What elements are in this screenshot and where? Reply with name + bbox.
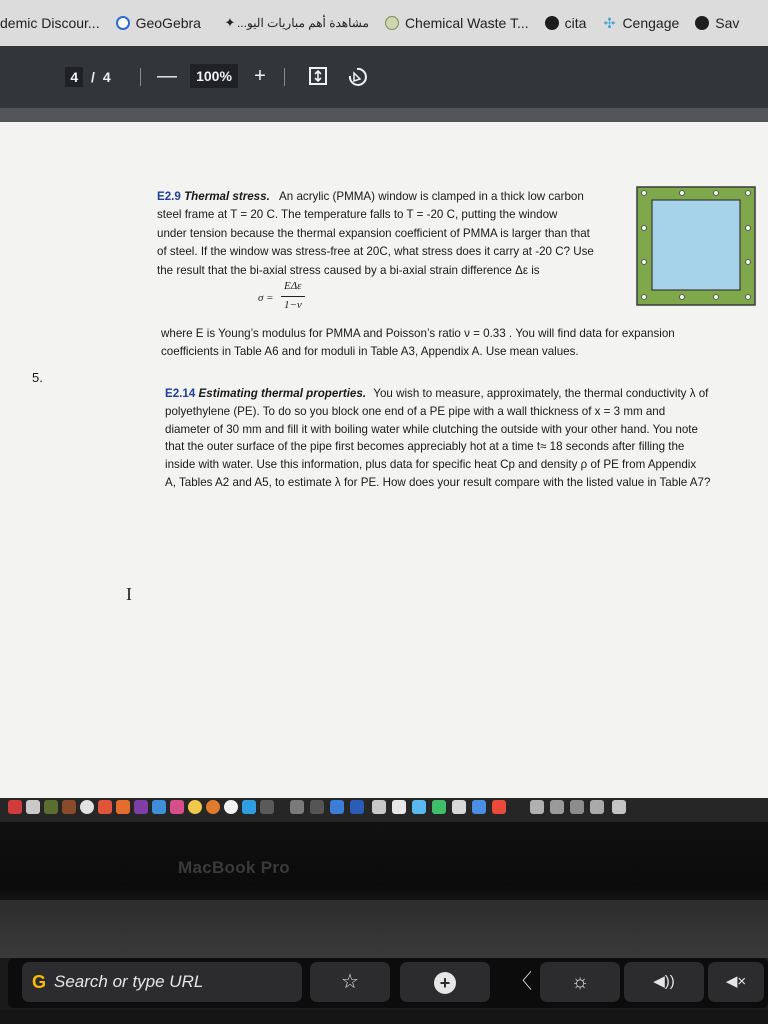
page-indicator — [60, 66, 116, 88]
sav-icon — [695, 16, 709, 30]
equation-numerator: EΔε — [284, 280, 302, 292]
problem-e29-number: E2.9 — [157, 190, 181, 203]
dock-app-icon[interactable] — [152, 800, 166, 814]
dock-app-icon[interactable] — [412, 800, 426, 814]
text-line-content: You wish to measure, approximately, the thermal conductivity λ of — [373, 387, 709, 400]
dock-app-icon[interactable] — [492, 800, 506, 814]
page-separator: / — [91, 69, 95, 85]
window-frame-figure — [636, 186, 756, 306]
text-line: where E is Young’s modulus for PMMA and Poisson’s ratio ν = 0.33 . You will find data for expansion — [161, 327, 675, 340]
text-line: A, Tables A2 and A5, to estimate λ for PE. How does your result compare with the listed value in Table A7? — [165, 475, 711, 489]
geogebra-icon — [116, 16, 130, 30]
dock-app-icon[interactable] — [116, 800, 130, 814]
fraction-bar — [281, 296, 305, 297]
brightness-button[interactable]: ☼ — [540, 962, 620, 1002]
problem-e29-followup — [161, 325, 751, 361]
dock-app-icon[interactable] — [8, 800, 22, 814]
keyboard-edge — [0, 1010, 768, 1024]
google-icon: G — [32, 972, 47, 992]
cengage-icon: ✣ — [603, 15, 616, 31]
bookmark-label: cita — [564, 15, 587, 31]
text-line — [157, 188, 632, 206]
dock — [0, 798, 768, 822]
trash-icon[interactable] — [612, 800, 626, 814]
fit-to-page-icon[interactable] — [308, 66, 328, 86]
total-pages: 4 — [102, 69, 111, 85]
dock-app-icon[interactable] — [242, 800, 256, 814]
text-line: inside with water. Use this information, plus data for specific heat Cp and density ρ of PE from Appendix — [165, 458, 697, 472]
dock-app-icon[interactable] — [98, 800, 112, 814]
text-line: under tension because the thermal expansion coefficient of PMMA is larger than that — [157, 226, 590, 240]
dock-app-icon[interactable] — [26, 800, 40, 814]
laptop-hinge — [0, 900, 768, 958]
dock-app-icon[interactable] — [260, 800, 274, 814]
dock-app-icon[interactable] — [330, 800, 344, 814]
pdf-viewer-background — [0, 108, 768, 122]
text-cursor-icon: I — [126, 584, 132, 604]
dock-app-icon[interactable] — [170, 800, 184, 814]
dock-app-icon[interactable] — [570, 800, 584, 814]
cita-icon — [545, 16, 559, 30]
bookmarks-bar — [0, 0, 768, 46]
dock-app-icon[interactable] — [452, 800, 466, 814]
search-placeholder: Search or type URL — [54, 972, 204, 991]
dock-app-icon[interactable] — [530, 800, 544, 814]
dock-app-icon[interactable] — [290, 800, 304, 814]
dock-app-icon[interactable] — [134, 800, 148, 814]
text-line — [165, 385, 755, 403]
problem-e214-title: Estimating thermal properties. — [198, 387, 367, 400]
bookmark-chemical-waste[interactable] — [377, 15, 537, 31]
bookmark-label: Chemical Waste T... — [404, 15, 529, 31]
equation-denominator: 1−ν — [284, 299, 302, 311]
dock-app-icon[interactable] — [188, 800, 202, 814]
text-line: of steel. If the window was stress-free at 20C, what stress does it carry at -20 C? Use — [157, 245, 594, 259]
new-tab-icon: + — [434, 972, 456, 994]
dock-app-icon[interactable] — [372, 800, 386, 814]
pdf-page — [0, 122, 768, 798]
text-line: diameter of 30 mm and fill it with boiling water while clutching the outside with your other hand. You note — [165, 422, 698, 436]
bookmark-cengage[interactable] — [594, 15, 687, 31]
problem-number: 5. — [32, 370, 43, 385]
text-line: that the outer surface of the pipe first becomes appreciably hot at a time t≈ 18 seconds after filling the — [165, 440, 685, 454]
problem-e214-number: E2.14 — [165, 387, 196, 400]
bookmark-geogebra[interactable] — [108, 15, 209, 31]
pin-icon: ✦ — [224, 15, 236, 30]
dock-app-icon[interactable] — [206, 800, 220, 814]
chemical-icon — [385, 16, 399, 30]
dock-app-icon[interactable] — [550, 800, 564, 814]
dock-app-icon[interactable] — [472, 800, 486, 814]
dock-app-icon[interactable] — [44, 800, 58, 814]
laptop-bezel — [0, 822, 768, 912]
volume-button[interactable]: ◀)) — [624, 962, 704, 1002]
toolbar-divider — [140, 68, 141, 86]
zoom-level-input[interactable]: 100% — [190, 64, 238, 88]
dock-app-icon[interactable] — [392, 800, 406, 814]
dock-app-icon[interactable] — [590, 800, 604, 814]
dock-app-icon[interactable] — [62, 800, 76, 814]
text-line: steel frame at T = 20 C. The temperature falls to T = -20 C, putting the window — [157, 208, 558, 222]
dock-app-icon[interactable] — [80, 800, 94, 814]
text-line: the result that the bi-axial stress caused by a bi-axial strain difference Δε is — [157, 263, 540, 277]
bookmark-label: Sav — [715, 15, 740, 31]
bookmark-label: demic Discour... — [0, 15, 100, 31]
macbook-brand-label: MacBook Pro — [178, 858, 290, 877]
bookmark-cita[interactable] — [537, 15, 595, 31]
text-line-content: An acrylic (PMMA) window is clamped in a thick low carbon — [279, 190, 584, 203]
text-line: polyethylene (PE). To do so you block one end of a PE pipe with a wall thickness of x = 3 mm and — [165, 404, 666, 418]
zoom-in-button[interactable]: + — [254, 65, 266, 87]
bookmark-sav[interactable] — [687, 15, 747, 31]
new-tab-button[interactable] — [400, 962, 490, 1002]
dock-app-icon[interactable] — [310, 800, 324, 814]
rotate-icon[interactable] — [346, 66, 366, 86]
bookmark-label: مشاهدة أهم مباريات اليو... — [236, 16, 369, 30]
text-line: coefficients in Table A6 and for moduli in Table A3, Appendix A. Use mean values. — [161, 345, 579, 359]
touch-bar — [8, 958, 768, 1008]
pdf-toolbar — [0, 46, 768, 108]
dock-app-icon[interactable] — [432, 800, 446, 814]
current-page-input[interactable]: 4 — [65, 67, 83, 87]
touchbar-search-field[interactable] — [22, 962, 302, 1002]
bookmark-arabic-matches[interactable] — [209, 16, 377, 30]
dock-app-icon[interactable] — [350, 800, 364, 814]
dock-app-icon[interactable] — [224, 800, 238, 814]
bookmark-academic-discourse[interactable] — [0, 15, 108, 31]
zoom-out-button[interactable]: — — [157, 65, 177, 87]
equation-sigma: σ = — [258, 292, 274, 304]
bookmark-label: GeoGebra — [135, 15, 201, 31]
expand-controls-button[interactable]: 〈 — [512, 971, 532, 993]
mute-button[interactable]: ◀× — [708, 962, 764, 1002]
problem-e214-text — [165, 385, 755, 492]
bookmark-star-button[interactable]: ☆ — [310, 962, 390, 1002]
problem-e29-text — [157, 188, 632, 280]
bookmark-label: Cengage — [622, 15, 680, 31]
problem-e29-title: Thermal stress. — [184, 190, 270, 203]
toolbar-divider — [284, 68, 285, 86]
